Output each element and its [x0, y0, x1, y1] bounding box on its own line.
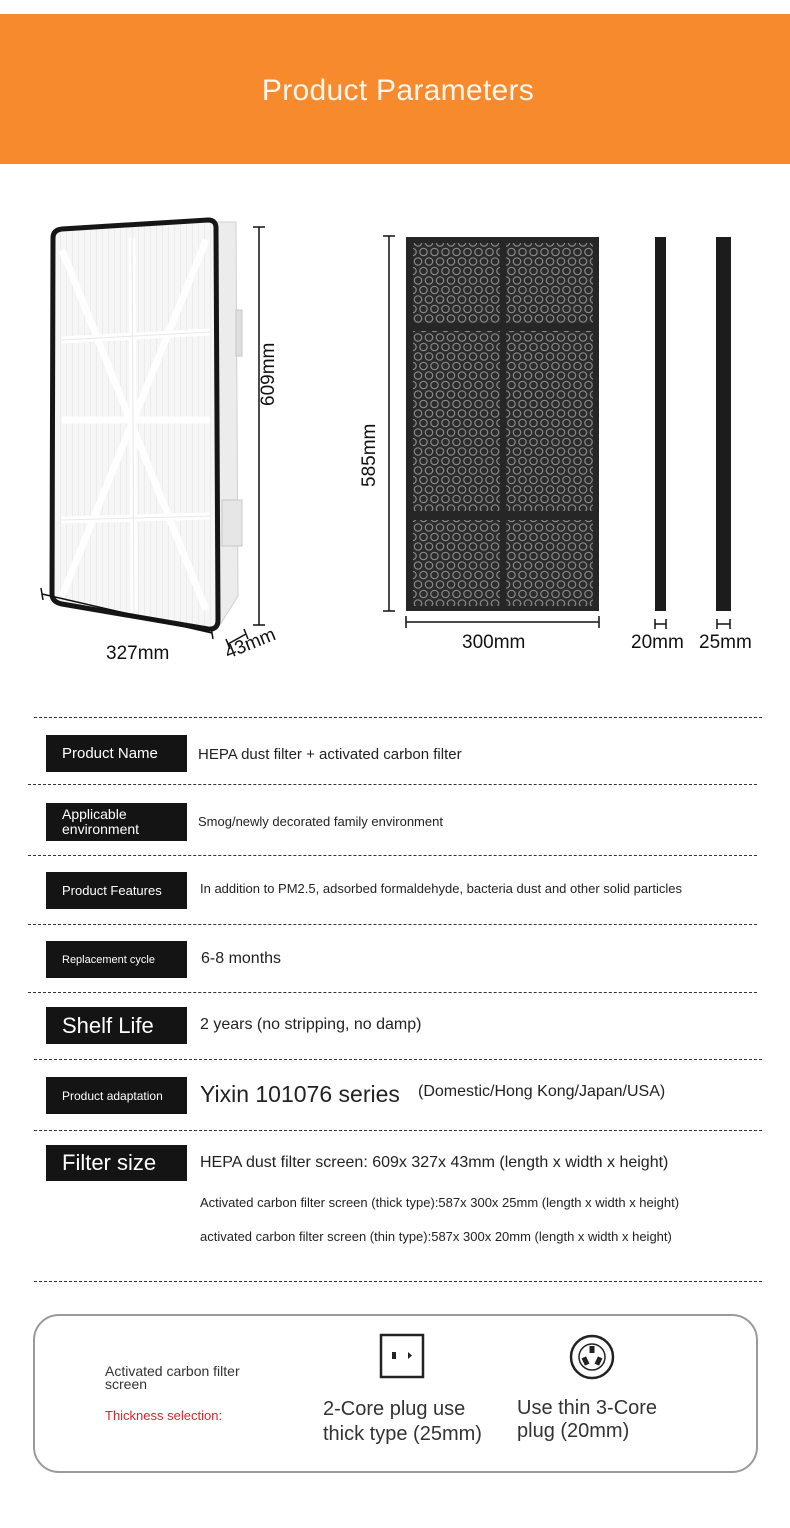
hepa-depth-label: 43mm	[222, 624, 279, 664]
features-value: In addition to PM2.5, adsorbed formaldehyde, bacteria dust and other solid particles	[200, 881, 683, 896]
environment-label: Applicable environment	[46, 803, 187, 841]
thick-filter-profile	[716, 237, 731, 629]
three-core-option-text: Use thin 3-Core plug (20mm)	[517, 1397, 658, 1442]
two-core-option-text: 2-Core plug use thick type (25mm)	[323, 1398, 482, 1445]
product-name-value: HEPA dust filter + activated carbon filter	[198, 746, 462, 763]
hepa-height-label: 609mm	[258, 342, 279, 406]
page-title: Product Parameters	[261, 74, 535, 107]
divider	[28, 784, 757, 785]
hepa-width-label: 327mm	[106, 643, 170, 664]
thickness-panel-title: Activated carbon filter screen	[105, 1363, 240, 1392]
shelf-life-label: Shelf Life	[46, 1007, 187, 1044]
carbon-height-label: 585mm	[359, 423, 380, 487]
shelf-life-value: 2 years (no stripping, no damp)	[200, 1016, 422, 1033]
divider	[34, 1130, 762, 1131]
environment-value: Smog/newly decorated family environment	[198, 814, 443, 829]
three-core-socket-icon	[568, 1333, 616, 1381]
thin-filter-profile	[655, 237, 666, 629]
filter-size-thin: activated carbon filter screen (thin type):587x 300x 20mm (length x width x height)	[200, 1229, 672, 1244]
adaptation-value: Yixin 101076 series	[200, 1081, 400, 1107]
two-core-socket-icon	[379, 1333, 425, 1379]
hepa-height-dimension	[253, 227, 265, 625]
thickness-panel-subtitle: Thickness selection:	[105, 1408, 223, 1423]
divider	[34, 717, 762, 718]
adaptation-label: Product adaptation	[46, 1077, 187, 1114]
features-label: Product Features	[46, 872, 187, 909]
filter-size-hepa: HEPA dust filter screen: 609x 327x 43mm (length x width x height)	[200, 1154, 669, 1171]
filter-size-label: Filter size	[46, 1145, 187, 1181]
product-name-label: Product Name	[46, 735, 187, 772]
product-diagram	[0, 0, 790, 700]
thick-thickness-label: 25mm	[699, 632, 752, 653]
adaptation-regions: (Domestic/Hong Kong/Japan/USA)	[418, 1083, 666, 1100]
divider	[34, 1281, 762, 1282]
carbon-width-dimension	[406, 616, 599, 628]
carbon-width-label: 300mm	[462, 632, 526, 653]
replacement-value: 6-8 months	[201, 950, 282, 967]
divider	[28, 855, 757, 856]
replacement-label: Replacement cycle	[46, 941, 187, 978]
carbon-filter-image	[406, 237, 599, 611]
divider	[28, 924, 757, 925]
divider	[34, 1059, 762, 1060]
hepa-filter-image	[52, 220, 242, 629]
divider	[28, 992, 757, 993]
carbon-height-dimension	[383, 236, 395, 611]
thin-thickness-label: 20mm	[631, 632, 684, 653]
filter-size-thick: Activated carbon filter screen (thick type):587x 300x 25mm (length x width x height)	[200, 1195, 680, 1210]
